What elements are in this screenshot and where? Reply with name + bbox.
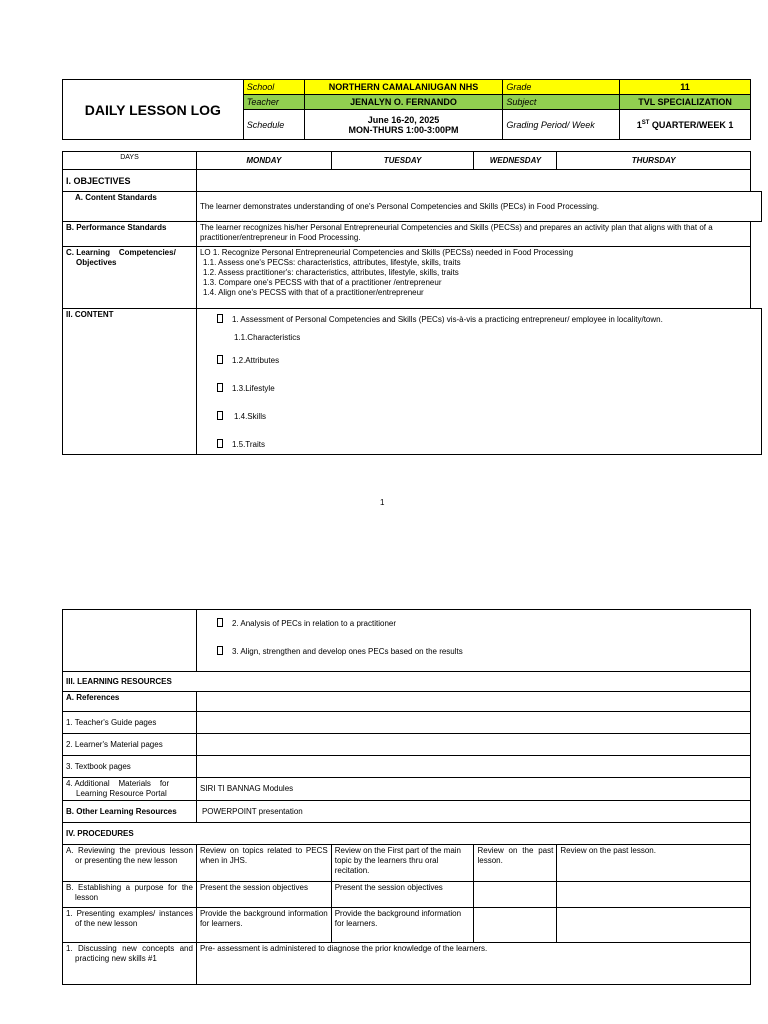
content-item-3-text: 3. Align, strengthen and develop ones PECs based on the results bbox=[231, 647, 463, 656]
schedule-times: MON-THURS 1:00-3:00PM bbox=[348, 124, 459, 135]
lesson-table-page1 bbox=[62, 151, 762, 455]
procedures-heading: IV. PROCEDURES bbox=[63, 823, 751, 845]
content-item-1-text: 1. Assessment of Personal Competencies and Skills (PECs) vis-à-vis a practicing entrepreneur/ employee in locality/town. bbox=[231, 315, 663, 324]
learners-material-value bbox=[196, 734, 750, 756]
procedure-presenting-tuesday: Provide the background information for learners. bbox=[331, 908, 474, 943]
additional-materials-line2: Learning Resource Portal bbox=[76, 789, 167, 798]
procedure-label-review: A. Reviewing the previous lesson or presenting the new lesson bbox=[63, 845, 197, 882]
tuesday-header: TUESDAY bbox=[331, 152, 474, 170]
spacer bbox=[750, 152, 761, 170]
teacher-label: Teacher bbox=[243, 95, 304, 110]
teacher-value: JENALYN O. FERNANDO bbox=[304, 95, 503, 110]
checkbox-icon bbox=[217, 411, 223, 420]
content-items bbox=[196, 309, 761, 455]
school-value: NORTHERN CAMALANIUGAN NHS bbox=[304, 80, 503, 95]
learners-material-label: 2. Learner's Material pages bbox=[63, 734, 197, 756]
performance-standards-label: B. Performance Standards bbox=[63, 222, 197, 247]
learning-competencies-label bbox=[63, 247, 197, 309]
content-continued-label bbox=[63, 610, 197, 672]
spacer bbox=[750, 222, 761, 247]
additional-materials-label bbox=[63, 778, 197, 801]
wednesday-header: WEDNESDAY bbox=[474, 152, 557, 170]
procedure-presenting-monday: Provide the background information for learners. bbox=[196, 908, 331, 943]
teachers-guide-label: 1. Teacher's Guide pages bbox=[63, 712, 197, 734]
references-value bbox=[196, 692, 750, 712]
textbook-value bbox=[196, 756, 750, 778]
checkbox-icon bbox=[217, 646, 223, 655]
procedure-label-purpose: B. Establishing a purpose for the lesson bbox=[63, 882, 197, 908]
content-item-2 bbox=[217, 618, 747, 629]
period-ordinal: ST bbox=[641, 119, 650, 126]
competency-line: 1.4. Align one's PECSS with that of a practitioner/entrepreneur bbox=[202, 288, 424, 297]
content-item-1 bbox=[217, 314, 758, 325]
procedure-review-wednesday: Review on the past lesson. bbox=[474, 845, 557, 882]
additional-materials-line1: 4. Additional Materials for bbox=[66, 779, 170, 788]
content-sub-traits bbox=[217, 439, 758, 450]
objectives-heading: I. OBJECTIVES bbox=[63, 170, 197, 192]
competency-line: LO 1. Recognize Personal Entrepreneurial Competencies and Skills (PECSs) needed in Food Processing bbox=[199, 248, 574, 257]
thursday-header: THURSDAY bbox=[557, 152, 751, 170]
content-item-3 bbox=[217, 646, 747, 657]
page-number: 1 bbox=[380, 498, 385, 507]
procedure-purpose-monday: Present the session objectives bbox=[196, 882, 331, 908]
other-resources-label: B. Other Learning Resources bbox=[63, 801, 197, 823]
monday-header: MONDAY bbox=[196, 152, 331, 170]
content-sub-characteristics: 1.1.Characteristics bbox=[233, 333, 301, 342]
content-sub-skills-text: 1.4.Skills bbox=[233, 412, 266, 421]
checkbox-icon bbox=[217, 383, 223, 392]
additional-materials-value: SIRI TI BANNAG Modules bbox=[196, 778, 750, 801]
competency-line: 1.1. Assess one's PECSs: characteristics, attributes, lifestyle, skills, traits bbox=[202, 258, 461, 267]
content-standards-label: A. Content Standards bbox=[63, 192, 197, 222]
checkbox-icon bbox=[217, 314, 223, 323]
period-number: 1 bbox=[636, 119, 642, 130]
subject-label: Subject bbox=[503, 95, 620, 110]
grade-label: Grade bbox=[503, 80, 620, 95]
competency-line: 1.3. Compare one's PECSS with that of a practitioner /entrepreneur bbox=[202, 278, 442, 287]
checkbox-icon bbox=[217, 439, 223, 448]
other-resources-value: POWERPOINT presentation bbox=[196, 801, 750, 823]
document-title: DAILY LESSON LOG bbox=[63, 80, 244, 140]
schedule-label: Schedule bbox=[243, 110, 304, 140]
procedure-label-presenting: 1. Presenting examples/ instances of the new lesson bbox=[63, 908, 197, 943]
grade-value: 11 bbox=[620, 80, 751, 95]
competency-line: 1.2. Assess practitioner's: characteristics, attributes, lifestyle, skills, traits bbox=[202, 268, 459, 277]
textbook-label: 3. Textbook pages bbox=[63, 756, 197, 778]
procedure-purpose-tuesday: Present the session objectives bbox=[331, 882, 474, 908]
performance-standards-text: The learner recognizes his/her Personal Entrepreneurial Competencies and Skills (PECSs) and prepares an activity plan that aligns with that of a practitioner/entrepreneur in Food Processing. bbox=[196, 222, 750, 247]
schedule-dates: June 16-20, 2025 bbox=[367, 114, 440, 125]
content-standards-text: The learner demonstrates understanding of one's Personal Competencies and Skills (PECs) in Food Processing. bbox=[196, 192, 761, 222]
learning-resources-heading: III. LEARNING RESOURCES bbox=[63, 672, 751, 692]
objectives-blank bbox=[196, 170, 750, 192]
period-text: QUARTER/WEEK 1 bbox=[649, 119, 734, 130]
learning-competencies-label-line2: Objectives bbox=[76, 258, 117, 267]
procedure-presenting-wednesday bbox=[474, 908, 557, 943]
procedure-discussing-value: Pre- assessment is administered to diagnose the prior knowledge of the learners. bbox=[196, 943, 750, 985]
learning-competencies-label-line1: C. Learning Competencies/ bbox=[66, 248, 176, 257]
checkbox-icon bbox=[217, 618, 223, 627]
procedure-review-monday: Review on topics related to PECS when in JHS. bbox=[196, 845, 331, 882]
spacer bbox=[750, 247, 761, 309]
content-continued bbox=[196, 610, 750, 672]
days-label: DAYS bbox=[63, 152, 197, 170]
content-sub-attributes bbox=[217, 355, 758, 366]
content-sub-traits-text: 1.5.Traits bbox=[231, 440, 265, 449]
procedure-review-tuesday: Review on the First part of the main topic by the learners thru oral recitation. bbox=[331, 845, 474, 882]
references-label: A. References bbox=[63, 692, 197, 712]
spacer bbox=[750, 170, 761, 192]
lesson-table-page2 bbox=[62, 609, 751, 985]
procedure-review-thursday: Review on the past lesson. bbox=[557, 845, 751, 882]
schedule-value bbox=[304, 110, 503, 140]
subject-value: TVL SPECIALIZATION bbox=[620, 95, 751, 110]
grading-period-label: Grading Period/ Week bbox=[503, 110, 620, 140]
procedure-presenting-thursday bbox=[557, 908, 751, 943]
grading-period-value bbox=[620, 110, 751, 140]
content-item-2-text: 2. Analysis of PECs in relation to a practitioner bbox=[231, 619, 397, 628]
content-sub-skills bbox=[217, 411, 758, 422]
teachers-guide-value bbox=[196, 712, 750, 734]
checkbox-icon bbox=[217, 355, 223, 364]
procedure-purpose-thursday bbox=[557, 882, 751, 908]
header-table bbox=[62, 79, 751, 140]
school-label: School bbox=[243, 80, 304, 95]
content-sub-lifestyle bbox=[217, 383, 758, 394]
procedure-label-discussing: 1. Discussing new concepts and practicing new skills #1 bbox=[63, 943, 197, 985]
content-sub-attributes-text: 1.2.Attributes bbox=[231, 356, 280, 365]
procedure-purpose-wednesday bbox=[474, 882, 557, 908]
learning-competencies-text bbox=[196, 247, 750, 309]
content-heading: II. CONTENT bbox=[63, 309, 197, 455]
content-sub-lifestyle-text: 1.3.Lifestyle bbox=[231, 384, 275, 393]
